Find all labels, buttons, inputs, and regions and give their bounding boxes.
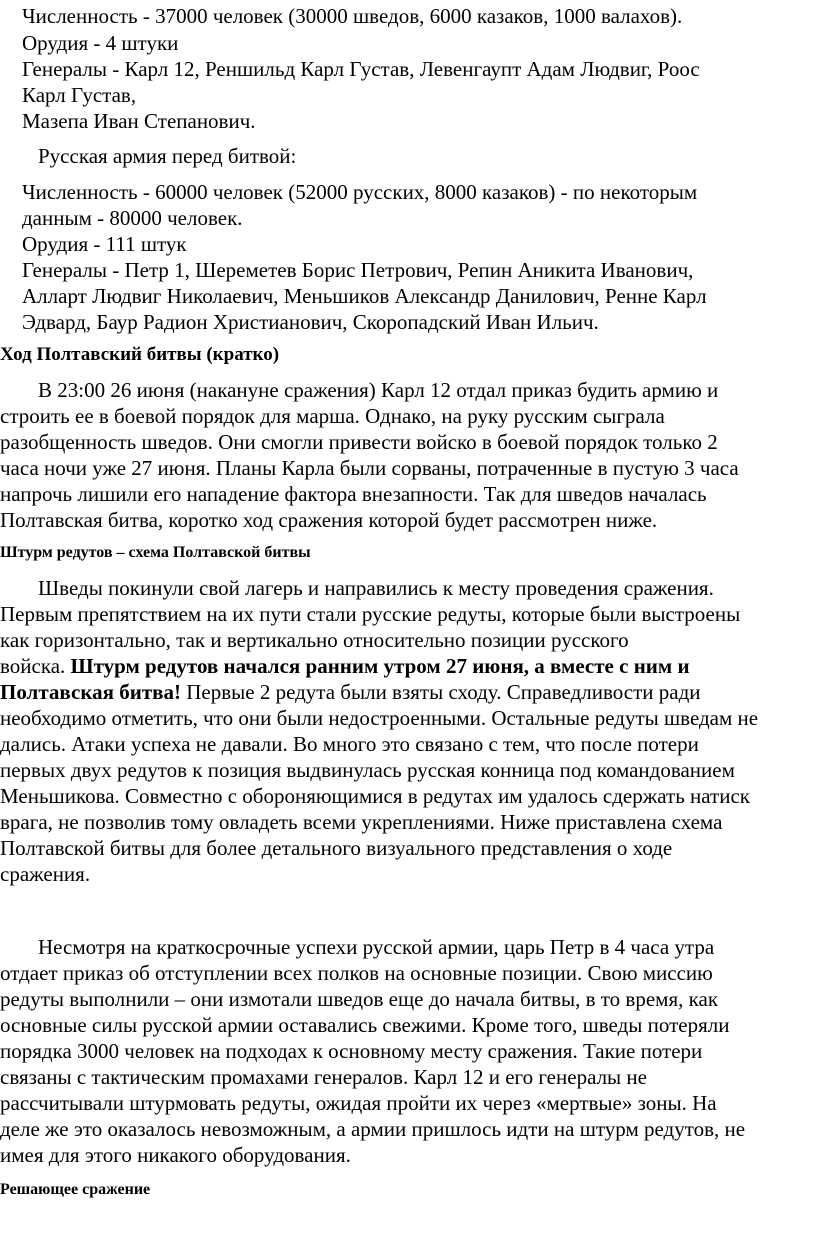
text-line: Генералы - Карл 12, Реншильд Карл Густав, Левенгаупт Адам Людвиг, Роос [22,57,700,81]
section-heading-redoubts: Штурм редутов – схема Полтавской битвы [0,544,311,561]
section-heading-decisive: Решающее сражение [0,1181,151,1198]
text-line: порядка 3000 человек на подходах к основному месту сражения. Такие потери [0,1039,703,1063]
bold-text: Полтавская битва! [0,680,181,704]
text-line: Орудия - 111 штук [22,232,187,256]
text-line: Эдвард, Баур Радион Христианович, Скоропадский Иван Ильич. [22,310,599,334]
text-line: Полтавской битвы для более детального визуального представления о ходе [0,836,673,860]
text-line: Алларт Людвиг Николаевич, Меньшиков Александр Данилович, Ренне Карл [22,284,707,308]
text-line: напрочь лишили его нападение фактора внезапности. Так для шведов началась [0,482,707,506]
text-line: В 23:00 26 июня (накануне сражения) Карл 12 отдал приказ будить армию и [38,378,719,402]
text-line: Численность - 60000 человек (52000 русских, 8000 казаков) - по некоторым [22,180,698,204]
text-line: Первым препятствием на их пути стали русские редуты, которые были выстроены [0,602,741,626]
text-line: Меньшикова. Совместно с обороняющимися в редутах им удалось сдержать натиск [0,784,750,808]
text-line: Численность - 37000 человек (30000 шведов, 6000 казаков, 1000 валахов). [22,4,683,28]
text-line [0,653,690,679]
text-line: рассчитывали штурмовать редуты, ожидая пройти их через «мертвые» зоны. На [0,1091,717,1115]
russian-army-heading: Русская армия перед битвой: [38,144,297,168]
text-line: Несмотря на краткосрочные успехи русской армии, царь Петр в 4 часа утра [38,935,715,959]
section-heading-course: Ход Полтавский битвы (кратко) [0,344,280,365]
text-line: имея для этого никакого оборудования. [0,1143,351,1167]
plain-text: войска. [0,654,71,678]
text-line: как горизонтально, так и вертикально относительно позиции русского [0,628,629,652]
text-line: Карл Густав, [22,83,137,107]
text-line: разобщенность шведов. Они смогли привести войско в боевой порядок только 2 [0,430,718,454]
text-line: Орудия - 4 штуки [22,31,179,55]
text-line: отдает приказ об отступлении всех полков на основные позиции. Свою миссию [0,961,713,985]
text-line: связаны с тактическим промахами генералов. Карл 12 и его генералы не [0,1065,647,1089]
text-line: часа ночи уже 27 июня. Планы Карла были сорваны, потраченные в пустую 3 часа [0,456,739,480]
text-line: данным - 80000 человек. [22,206,243,230]
text-line: дались. Атаки успеха не давали. Во много это связано с тем, что после потери [0,732,699,756]
text-line: Генералы - Петр 1, Шереметев Борис Петрович, Репин Аникита Иванович, [22,258,694,282]
text-line: врага, не позволив тому овладеть всеми укреплениями. Ниже приставлена схема [0,810,723,834]
text-line: Мазепа Иван Степанович. [22,109,256,133]
text-line: Шведы покинули свой лагерь и направились к месту проведения сражения. [38,576,714,600]
text-line: первых двух редутов к позиция выдвинулась русская конница под командованием [0,758,735,782]
bold-text: Штурм редутов начался ранним утром 27 июня, а вместе с ним и [70,654,690,678]
text-line: необходимо отметить, что они были недостроенными. Остальные редуты шведам не [0,706,759,730]
text-line: строить ее в боевой порядок для марша. Однако, на руку русским сыграла [0,404,665,428]
plain-text: Первые 2 редута были взяты сходу. Справедливости ради [180,680,701,704]
text-line [0,679,701,705]
text-line: основные силы русской армии оставались свежими. Кроме того, шведы потеряли [0,1013,730,1037]
text-line: сражения. [0,862,91,886]
text-line: деле же это оказалось невозможным, а армии пришлось идти на штурм редутов, не [0,1117,746,1141]
text-line: Полтавская битва, коротко ход сражения которой будет рассмотрен ниже. [0,508,658,532]
text-line: редуты выполнили – они измотали шведов еще до начала битвы, в то время, как [0,987,719,1011]
